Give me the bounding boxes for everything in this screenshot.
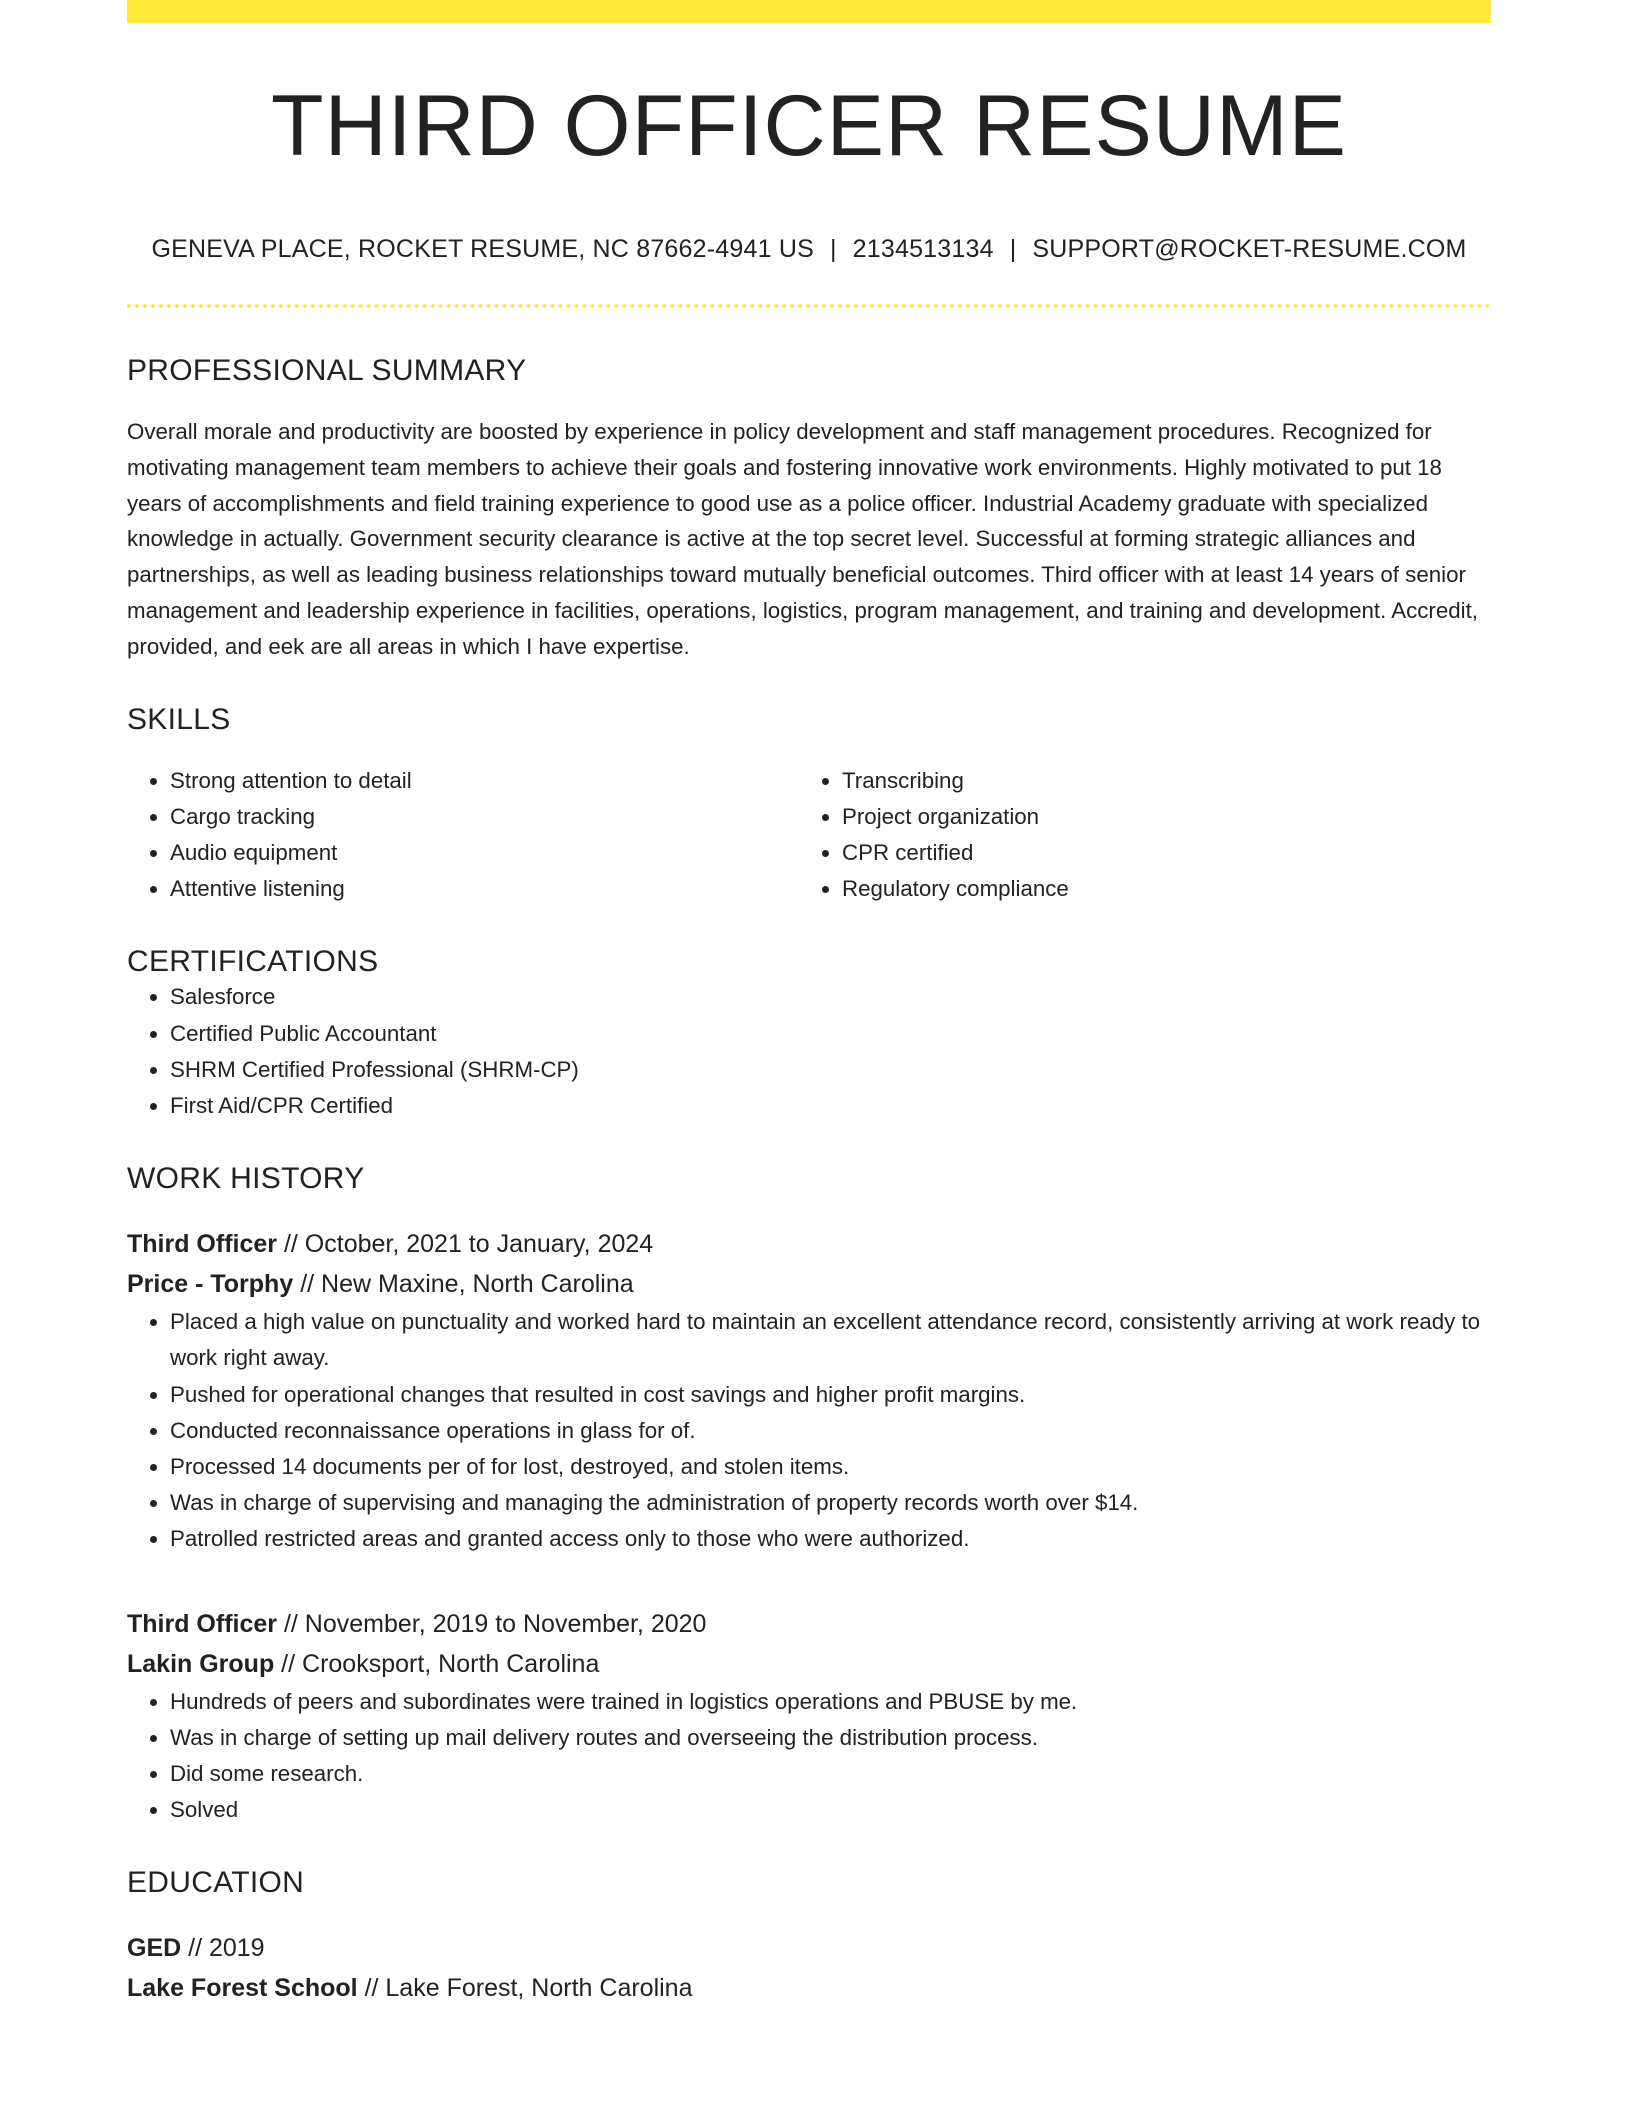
job-bullet: • Did some research. bbox=[170, 1756, 1491, 1792]
education-school-line bbox=[127, 1968, 1491, 2008]
skill-item: • CPR certified bbox=[842, 835, 1471, 871]
education-year: // 2019 bbox=[181, 1934, 265, 1963]
job-bullet: • Was in charge of setting up mail delivery routes and overseeing the distribution process. bbox=[170, 1720, 1491, 1756]
certifications-list bbox=[127, 979, 1491, 1124]
job-title-line bbox=[127, 1604, 1491, 1644]
skill-item: • Audio equipment bbox=[170, 835, 799, 871]
top-accent-bar bbox=[127, 0, 1491, 23]
skill-item: • Cargo tracking bbox=[170, 799, 799, 835]
contact-address: GENEVA PLACE, ROCKET RESUME, NC 87662-4941 US bbox=[151, 235, 814, 263]
job-location: // New Maxine, North Carolina bbox=[293, 1270, 634, 1299]
job-bullet: • Pushed for operational changes that resulted in cost savings and higher profit margins. bbox=[170, 1377, 1491, 1413]
skill-item: • Regulatory compliance bbox=[842, 871, 1471, 907]
job-entry bbox=[127, 1224, 1491, 1557]
job-company: Lakin Group bbox=[127, 1649, 275, 1678]
education-entry bbox=[127, 1928, 1491, 2008]
education-degree-line bbox=[127, 1928, 1491, 1968]
job-bullet: • Processed 14 documents per of for lost, destroyed, and stolen items. bbox=[170, 1449, 1491, 1485]
resume-page bbox=[127, 0, 1491, 2008]
job-title-line bbox=[127, 1224, 1491, 1264]
job-title: Third Officer bbox=[127, 1230, 278, 1259]
certification-item: • SHRM Certified Professional (SHRM-CP) bbox=[170, 1052, 1491, 1088]
skills-grid bbox=[127, 763, 1491, 908]
skills-left-list bbox=[127, 763, 799, 908]
job-entry bbox=[127, 1604, 1491, 1829]
job-bullets bbox=[127, 1304, 1491, 1557]
contact-line bbox=[127, 235, 1491, 264]
skills-heading: SKILLS bbox=[127, 702, 231, 736]
certification-item: • First Aid/CPR Certified bbox=[170, 1088, 1491, 1124]
contact-separator: | bbox=[1009, 235, 1017, 263]
skill-item: • Transcribing bbox=[842, 763, 1471, 799]
skills-right-list bbox=[799, 763, 1471, 908]
summary-text: Overall morale and productivity are boosted by experience in policy development and staff management procedures. Recognized for motivating management team members to achieve their goals and fostering innovative work environments. Highly motivated to put 18 years of accomplishments and field training experience to good use as a police officer. Industrial Academy graduate with specialized knowledge in actually. Government security clearance is active at the top secret level. Successful at forming strategic alliances and partnerships, as well as leading business relationships toward mutually beneficial outcomes. Third officer with at least 14 years of senior management and leadership experience in facilities, operations, logistics, program management, and training and development. Accredit, provided, and eek are all areas in which I have expertise. bbox=[127, 419, 1478, 659]
job-bullet: • Hundreds of peers and subordinates were trained in logistics operations and PBUSE by me. bbox=[170, 1684, 1491, 1720]
certifications-heading: CERTIFICATIONS bbox=[127, 945, 379, 979]
education-school: Lake Forest School bbox=[127, 1974, 358, 2003]
certification-item: • Salesforce bbox=[170, 979, 1491, 1015]
job-dates: // October, 2021 to January, 2024 bbox=[277, 1230, 654, 1259]
education-degree: GED bbox=[127, 1934, 182, 1963]
skill-item: • Attentive listening bbox=[170, 871, 799, 907]
job-bullets bbox=[127, 1684, 1491, 1829]
job-location: // Crooksport, North Carolina bbox=[274, 1649, 600, 1678]
dotted-divider bbox=[127, 304, 1491, 308]
job-bullet: • Solved bbox=[170, 1792, 1491, 1828]
education-heading: EDUCATION bbox=[127, 1866, 305, 1900]
job-company-line bbox=[127, 1644, 1491, 1684]
job-title: Third Officer bbox=[127, 1609, 278, 1638]
job-bullet: • Was in charge of supervising and managing the administration of property records worth over $14. bbox=[170, 1485, 1491, 1521]
work-history-heading: WORK HISTORY bbox=[127, 1162, 365, 1196]
contact-email: SUPPORT@ROCKET-RESUME.COM bbox=[1032, 235, 1467, 263]
education-location: // Lake Forest, North Carolina bbox=[357, 1974, 693, 2003]
job-bullet: • Conducted reconnaissance operations in glass for of. bbox=[170, 1413, 1491, 1449]
job-bullet: • Placed a high value on punctuality and worked hard to maintain an excellent attendance record, consistently arriving at work ready to work right away. bbox=[170, 1304, 1491, 1376]
job-company: Price - Torphy bbox=[127, 1270, 294, 1299]
resume-title: THIRD OFFICER RESUME bbox=[271, 78, 1347, 174]
contact-separator: | bbox=[829, 235, 837, 263]
certification-item: • Certified Public Accountant bbox=[170, 1016, 1491, 1052]
skill-item: • Strong attention to detail bbox=[170, 763, 799, 799]
summary-heading: PROFESSIONAL SUMMARY bbox=[127, 354, 527, 387]
job-company-line bbox=[127, 1264, 1491, 1304]
job-dates: // November, 2019 to November, 2020 bbox=[277, 1609, 707, 1638]
skill-item: • Project organization bbox=[842, 799, 1471, 835]
contact-phone: 2134513134 bbox=[852, 235, 994, 263]
job-bullet: • Patrolled restricted areas and granted access only to those who were authorized. bbox=[170, 1521, 1491, 1557]
